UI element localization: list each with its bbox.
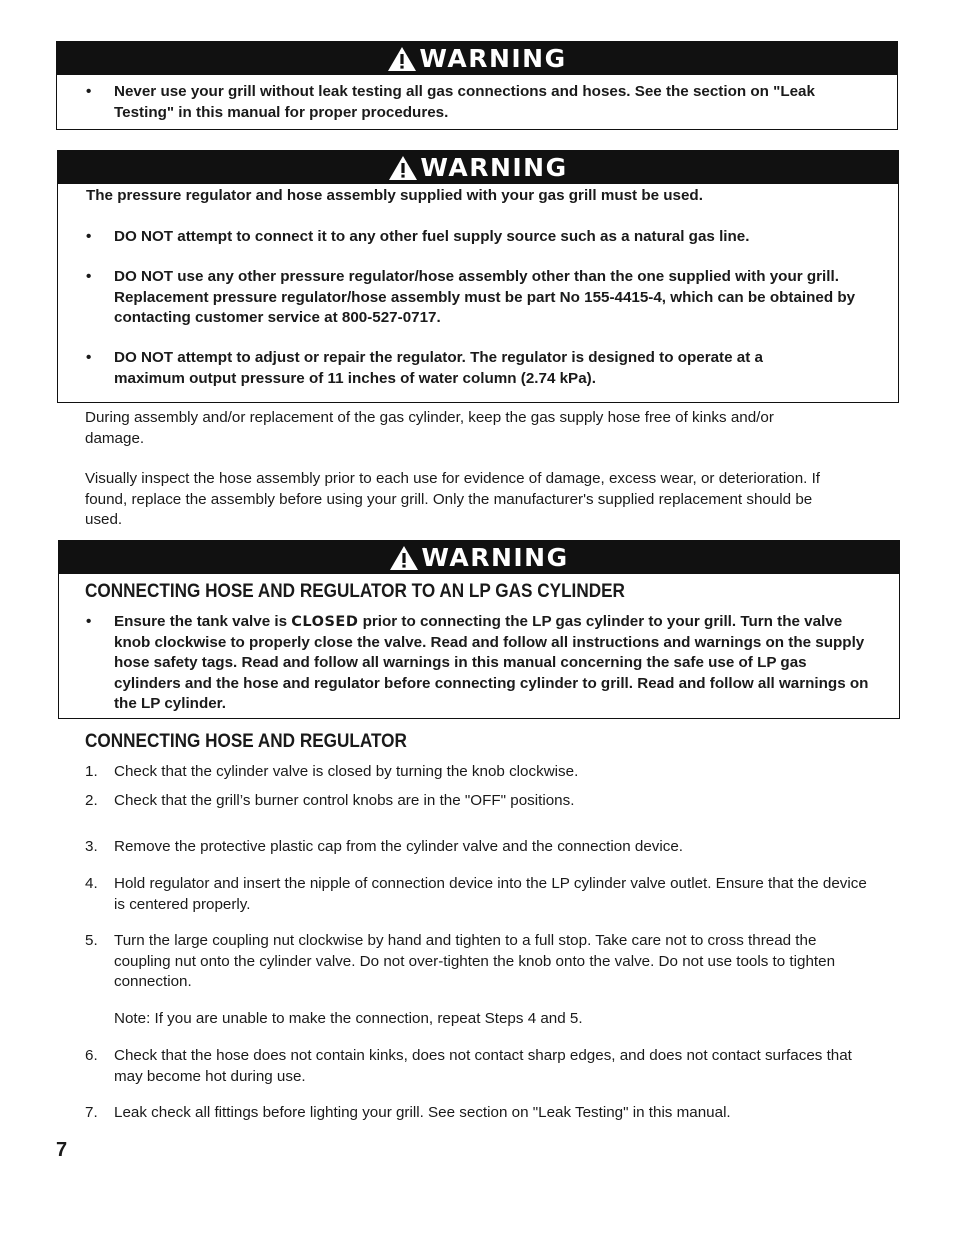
warning-text: Never use your grill without leak testing all gas connections and hoses. See the section on "Leak Testing" in this manual for proper procedures. [114,83,815,121]
bullet-dot: • [86,268,92,285]
warning-title: WARNING [420,153,568,182]
warning-bullet: DO NOT attempt to adjust or repair the regulator. The regulator is designed to operate at a maximum output pressure of 11 inches of water column (2.74 kPa). [114,349,763,387]
step-number: 2. [85,792,98,809]
warning-triangle-icon [388,155,418,181]
warning-box-2 [57,150,899,403]
warning-header [58,151,898,184]
step-number: 4. [85,875,98,892]
bullet-dot: • [86,613,92,630]
step-number: 1. [85,763,98,780]
warning-header [59,541,899,574]
warning-box-1 [56,41,898,130]
bullet-dot: • [86,228,92,245]
warning-title: WARNING [421,543,569,572]
warning-bullet: DO NOT attempt to connect it to any other fuel supply source such as a natural gas line. [114,228,750,245]
step-number: 5. [85,932,98,949]
step-text: Turn the large coupling nut clockwise by hand and tighten to a full stop. Take care not to cross thread the coupling nut onto the cylinder valve. Do not over-tighten the knob onto the valve. Do not use tools to tighten connection. [114,932,836,990]
warning-intro: The pressure regulator and hose assembly supplied with your gas grill must be used. [86,187,703,204]
body-paragraph: Visually inspect the hose assembly prior to each use for evidence of damage, excess wear, or deterioration. If found, replace the assembly before using your grill. Only the manufacturer's supplied replacement should be used. [85,470,821,528]
warning-triangle-icon [387,46,417,72]
step-number: 3. [85,838,98,855]
step-text: Remove the protective plastic cap from the cylinder valve and the connection device. [114,838,683,855]
step-number: 6. [85,1047,98,1064]
body-paragraph: During assembly and/or replacement of the gas cylinder, keep the gas supply hose free of kinks and/or damage. [85,409,774,447]
step-text: Leak check all fittings before lighting your grill. See section on "Leak Testing" in this manual. [114,1104,731,1121]
bullet-dot: • [86,349,92,366]
bullet-dot: • [86,83,92,100]
warning-bullet-pre: Ensure the tank valve is [114,613,292,630]
section-heading: CONNECTING HOSE AND REGULATOR [85,730,407,752]
warning-triangle-icon [389,545,419,571]
warning-bullet-post: prior to connecting the LP gas cylinder to your grill. Turn the valve knob clockwise to properly close the valve. Read and follow all instructions and warnings on the supply hose safety tags. Read and follow all warnings in this manual concerning the safe use of LP gas cylinders and the hose and regulator before connecting cylinder to grill. Read and follow all warnings on the LP cylinder. [114,613,869,712]
warning-bullet [114,612,874,715]
warning-box-3 [58,540,900,719]
step-text: Check that the hose does not contain kinks, does not contact sharp edges, and does not contact surfaces that may become hot during use. [114,1047,852,1085]
closed-emphasis: CLOSED [291,614,359,630]
step-text: Hold regulator and insert the nipple of connection device into the LP cylinder valve outlet. Ensure that the device is centered properly. [114,875,867,913]
step-text: Check that the cylinder valve is closed by turning the knob clockwise. [114,763,579,780]
warning-header [57,42,897,75]
step-note: Note: If you are unable to make the connection, repeat Steps 4 and 5. [114,1010,583,1027]
warning-bullet: DO NOT use any other pressure regulator/hose assembly other than the one supplied with your grill. Replacement pressure regulator/hose assembly must be part No 155-4415-4, which can be obtained by contacting customer service at 800-527-0717. [114,268,856,326]
section-heading: CONNECTING HOSE AND REGULATOR TO AN LP GAS CYLINDER [85,580,625,602]
step-text: Check that the grill’s burner control knobs are in the "OFF" positions. [114,792,575,809]
warning-title: WARNING [419,44,567,73]
step-number: 7. [85,1104,98,1121]
page-number: 7 [56,1139,68,1161]
